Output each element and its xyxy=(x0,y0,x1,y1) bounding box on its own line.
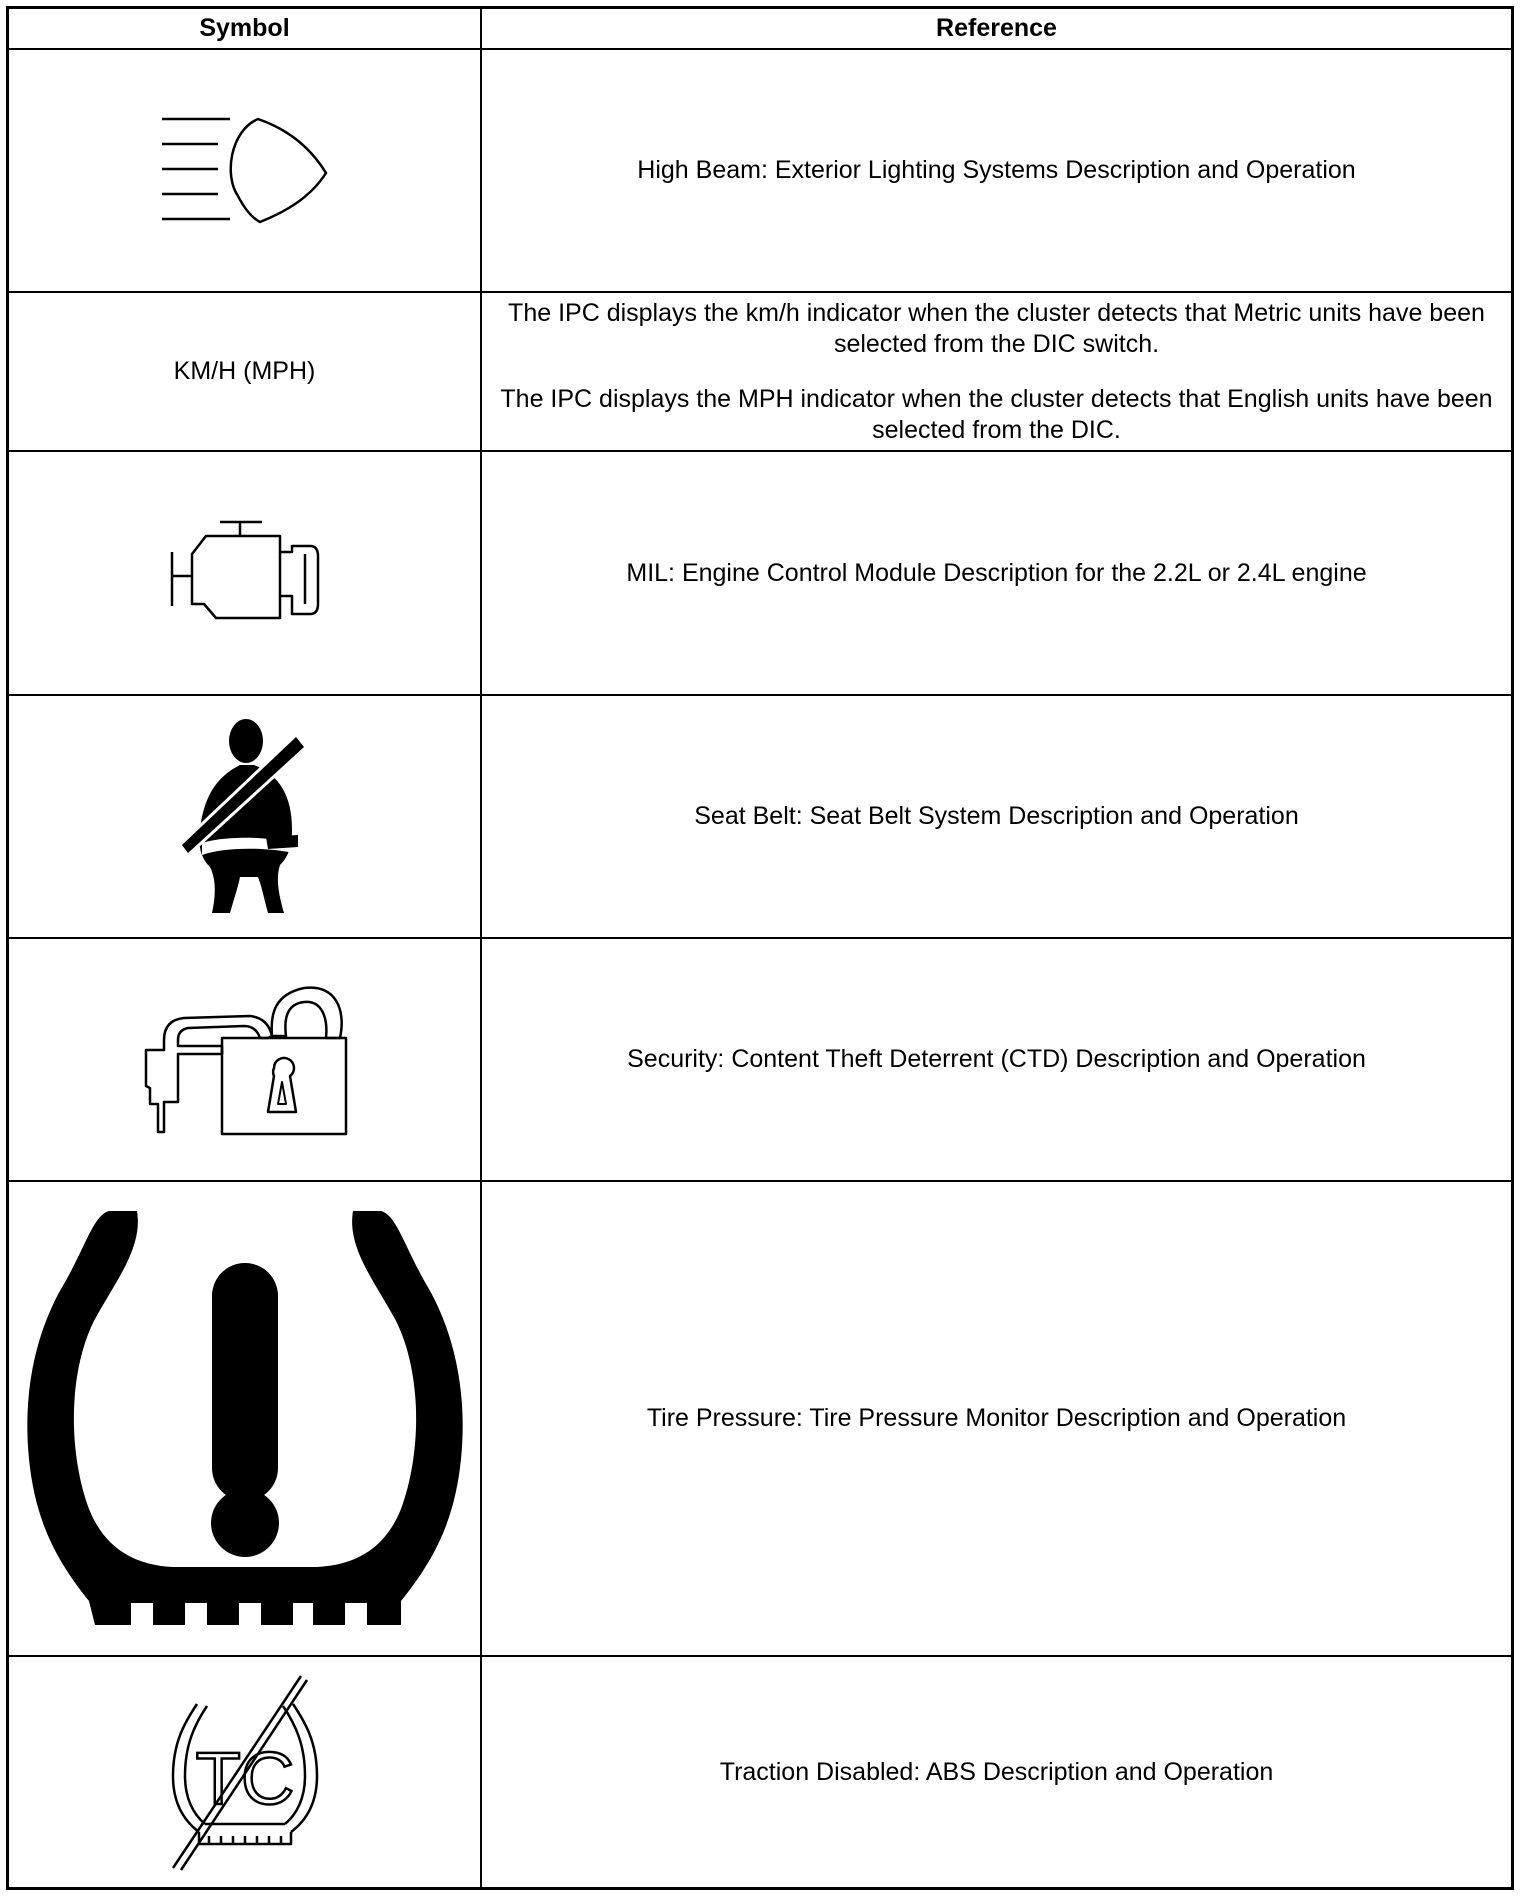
reference-cell-seat-belt xyxy=(482,696,1511,937)
reference-text: High Beam: Exterior Lighting Systems Description and Operation xyxy=(637,156,1356,184)
reference-cell-kmh-mph xyxy=(482,293,1511,450)
symbol-cell-tire-pressure xyxy=(9,1182,480,1655)
symbol-cell-kmh-mph: KM/H (MPH) xyxy=(173,357,316,385)
table-border-right xyxy=(1511,6,1514,1890)
symbol-cell-high-beam xyxy=(9,50,480,291)
reference-text: Seat Belt: Seat Belt System Description and Operation xyxy=(694,802,1299,830)
reference-cell-security xyxy=(482,939,1511,1180)
high-beam-icon xyxy=(160,116,330,226)
reference-cell-tire-pressure xyxy=(482,1182,1511,1655)
reference-cell-high-beam xyxy=(482,50,1511,291)
symbol-cell-mil xyxy=(9,452,480,694)
reference-cell-mil xyxy=(482,452,1511,694)
reference-text: MIL: Engine Control Module Description for the 2.2L or 2.4L engine xyxy=(626,558,1367,587)
tire-pressure-icon xyxy=(25,1209,465,1629)
traction-tc-glyph: TC xyxy=(195,1737,294,1820)
reference-text-english: The IPC displays the MPH indicator when the cluster detects that English units have been selected from the DIC. xyxy=(500,384,1493,444)
reference-text: Traction Disabled: ABS Description and Operation xyxy=(719,1757,1274,1786)
symbol-cell-traction-disabled xyxy=(9,1657,480,1887)
seat-belt-icon xyxy=(180,717,310,917)
table-border-bottom xyxy=(6,1887,1514,1890)
header-reference: Reference xyxy=(936,14,1057,42)
traction-disabled-icon xyxy=(165,1672,325,1872)
security-lock-icon xyxy=(140,980,350,1140)
check-engine-icon xyxy=(170,518,320,628)
header-symbol: Symbol xyxy=(199,14,290,42)
symbol-cell-security xyxy=(9,939,480,1180)
symbol-cell-seat-belt xyxy=(9,696,480,937)
reference-text: Tire Pressure: Tire Pressure Monitor Description and Operation xyxy=(646,1404,1347,1432)
reference-text: Security: Content Theft Deterrent (CTD) Description and Operation xyxy=(627,1045,1366,1073)
reference-cell-traction-disabled xyxy=(482,1657,1511,1887)
reference-text-metric: The IPC displays the km/h indicator when the cluster detects that Metric units have been selected from the DIC switch. xyxy=(508,298,1485,358)
reference-table xyxy=(6,6,1514,1890)
